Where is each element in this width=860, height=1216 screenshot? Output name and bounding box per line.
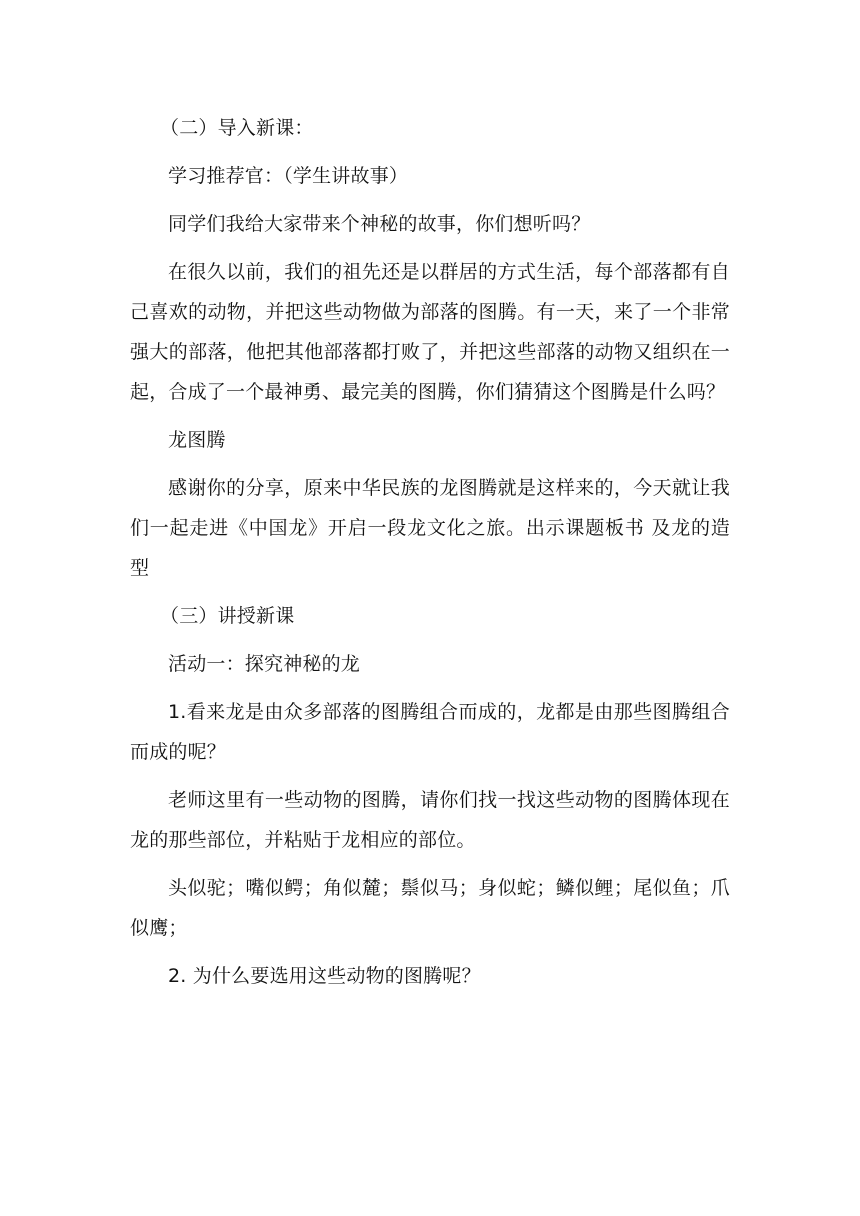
paragraph-answer: 龙图腾 [168,429,226,451]
section-heading-intro: （二）导入新课： [160,117,314,139]
paragraph-item-2: 2. 为什么要选用这些动物的图腾呢？ [168,965,481,987]
paragraph-dragon-parts: 头似驼；嘴似鳄；角似麓；鬃似马；身似蛇；鳞似鲤；尾似鱼；爪似鹰； [130,877,730,939]
paragraph-recommender: 学习推荐官：（学生讲故事） [168,165,409,187]
paragraph-story: 在很久以前，我们的祖先还是以群居的方式生活，每个部落都有自己喜欢的动物，并把这些动物做为部落的图腾。有一天，来了一个非常强大的部落，他把其他部落都打败了，并把这些部落的动物又组织在一起，合成了一个最神勇、最完美的图腾，你们猜猜这个图腾是什么吗？ [130,261,730,403]
section-heading-new-lesson: （三）讲授新课 [160,605,295,627]
paragraph-teacher: 老师这里有一些动物的图腾，请你们找一找这些动物的图腾体现在龙的那些部位，并粘贴于龙相应的部位。 [130,789,730,851]
paragraph-question: 同学们我给大家带来个神秘的故事，你们想听吗？ [168,213,591,235]
document-body [130,108,730,1004]
paragraph-thanks: 感谢你的分享，原来中华民族的龙图腾就是这样来的，今天就让我们一起走进《中国龙》开启一段龙文化之旅。出示课题板书 及龙的造型 [130,477,730,579]
paragraph-item-1: 1.看来龙是由众多部落的图腾组合而成的，龙都是由那些图腾组合而成的呢？ [130,701,730,763]
activity-heading: 活动一：探究神秘的龙 [168,653,361,675]
